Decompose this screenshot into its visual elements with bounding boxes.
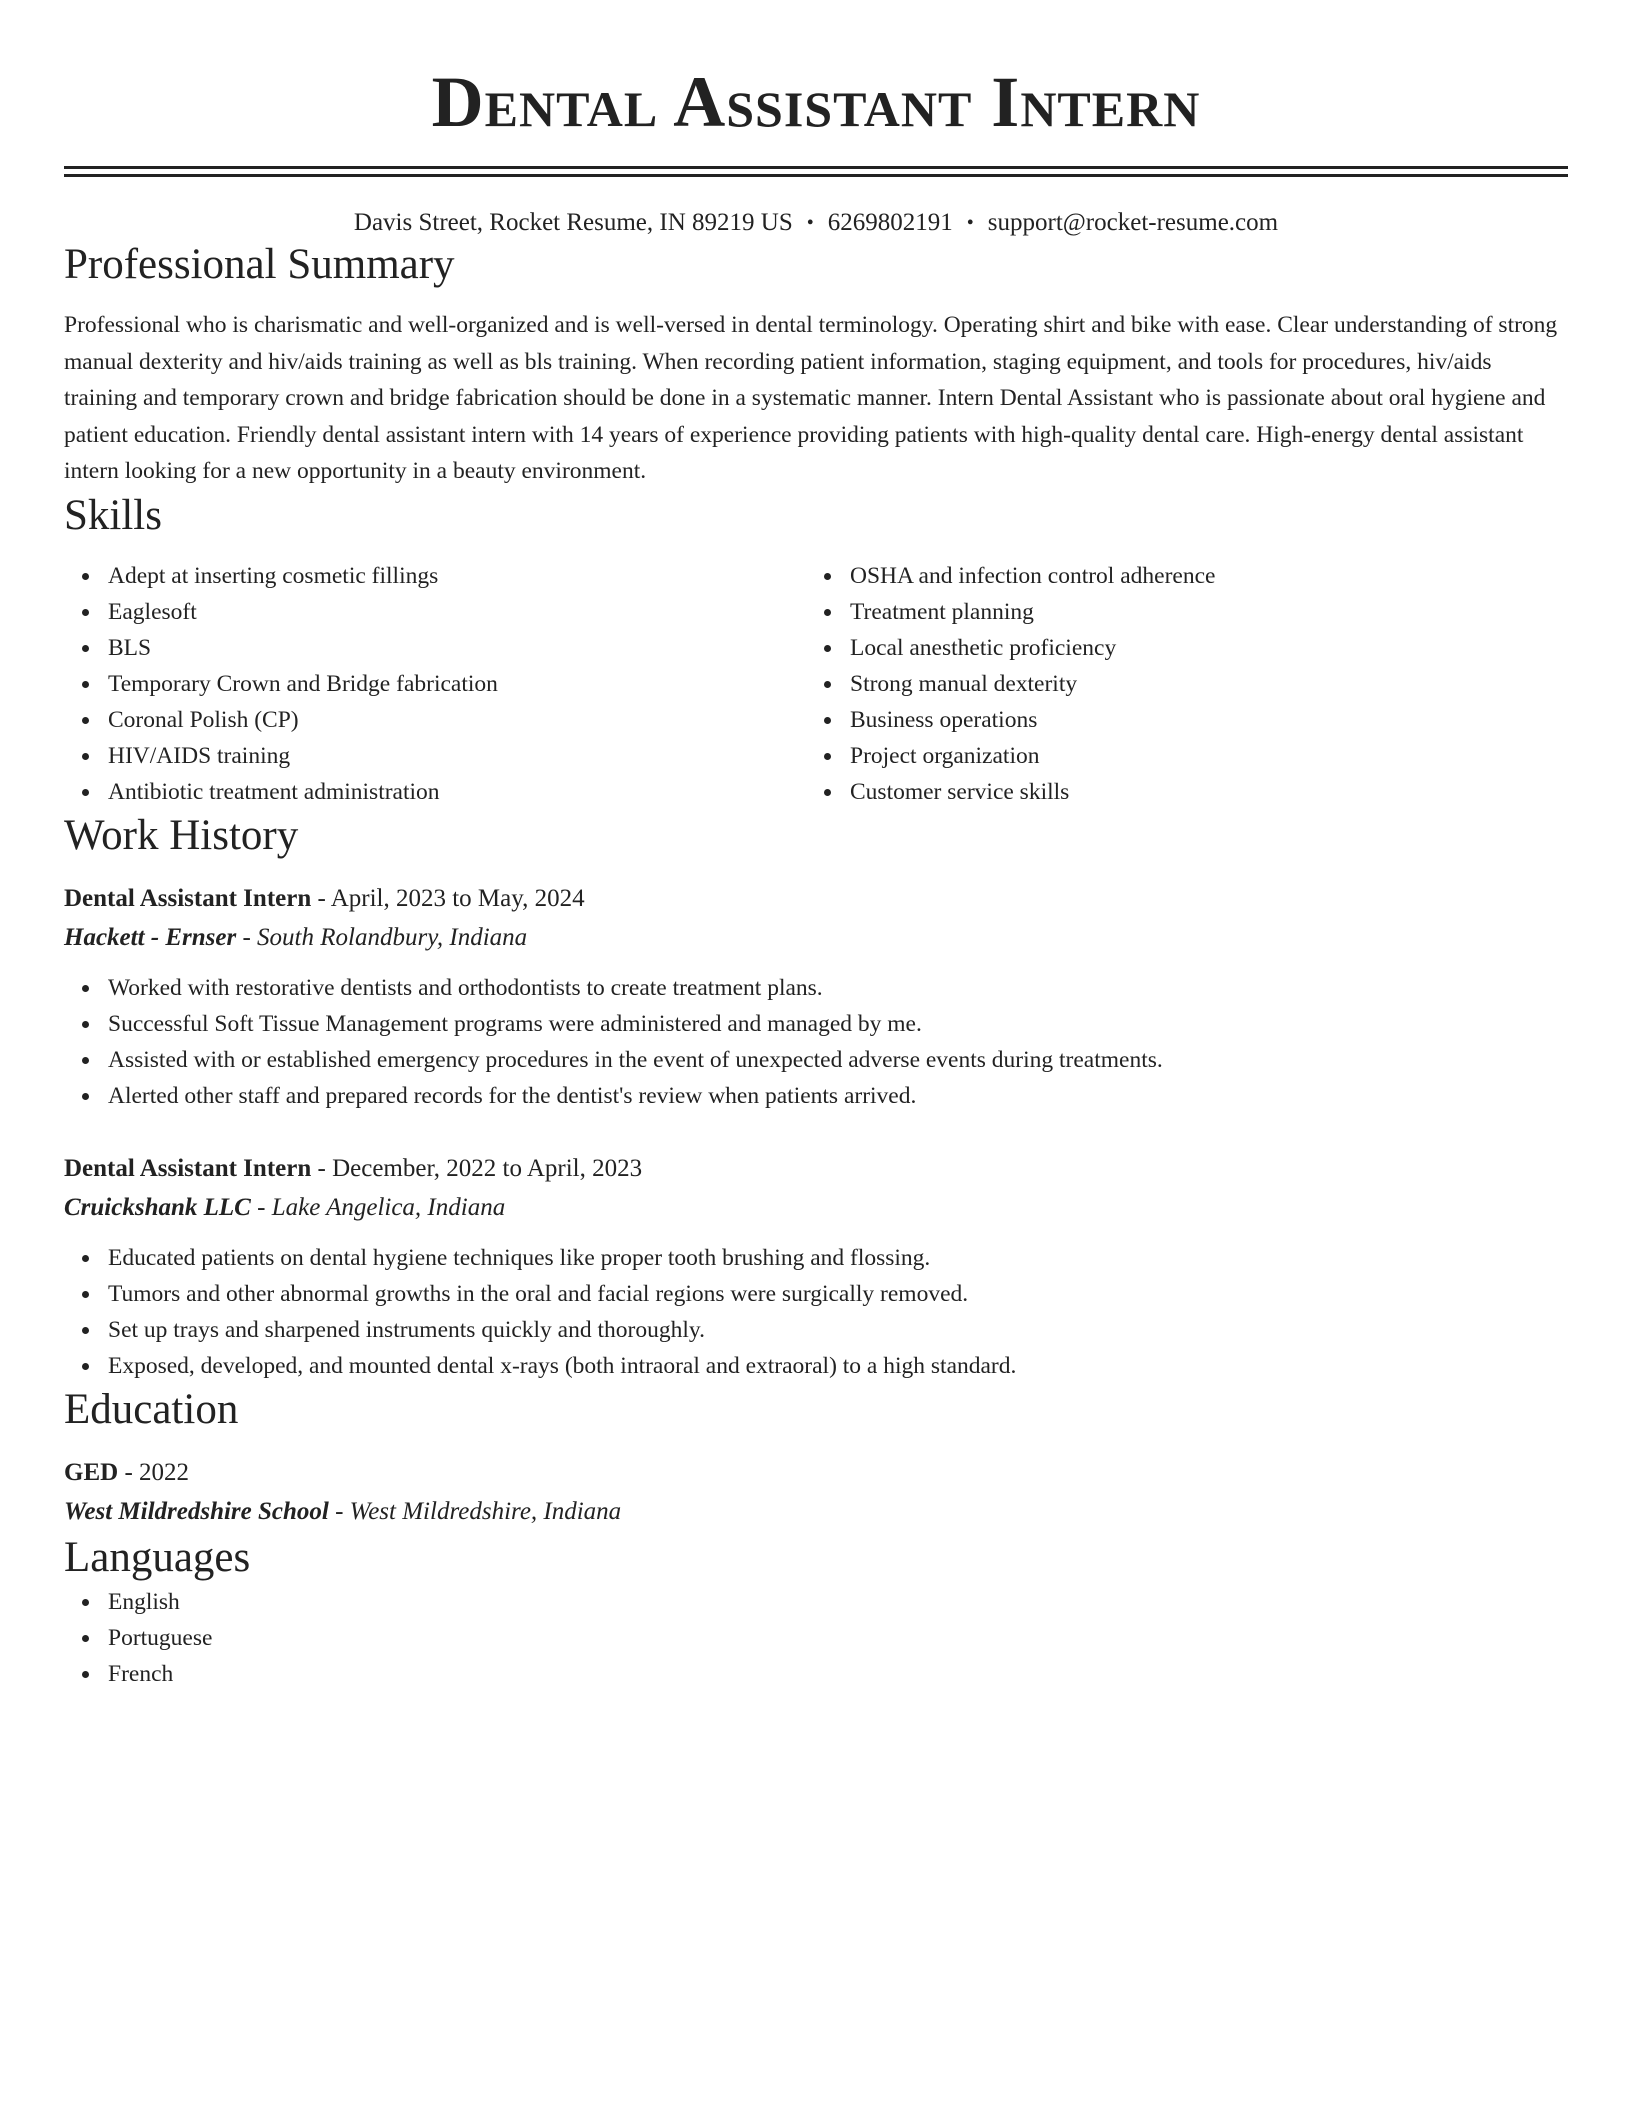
job-duties <box>64 970 1568 1114</box>
contact-address: Davis Street, Rocket Resume, IN 89219 US <box>353 209 793 236</box>
education-entry <box>64 1454 1568 1532</box>
job-duty-item: Set up trays and sharpened instruments quickly and thoroughly. <box>108 1312 1568 1348</box>
education-school: West Mildredshire School <box>64 1497 329 1525</box>
job-duty-item: Educated patients on dental hygiene techniques like proper tooth brushing and flossing. <box>108 1240 1568 1276</box>
job-duty-item: Successful Soft Tissue Management programs were administered and managed by me. <box>108 1006 1568 1042</box>
education-school-line <box>64 1492 1568 1532</box>
job-duty-item: Alerted other staff and prepared records for the dentist's review when patients arrived. <box>108 1078 1568 1114</box>
language-item: French <box>108 1656 1568 1692</box>
job-company: Hackett - Ernser <box>64 923 237 951</box>
dash: - <box>328 1497 350 1525</box>
skills-heading: Skills <box>64 491 162 539</box>
contact-separator: • <box>806 212 814 234</box>
skill-item: Treatment planning <box>850 594 1548 630</box>
skill-item: Customer service skills <box>850 774 1548 810</box>
dash: - <box>311 1154 333 1182</box>
job-company: Cruickshank LLC <box>64 1193 251 1221</box>
education-location: West Mildredshire, Indiana <box>349 1497 622 1525</box>
job-header <box>64 1150 1568 1188</box>
job-dates: April, 2023 to May, 2024 <box>330 884 585 912</box>
skill-item: BLS <box>108 630 806 666</box>
job-location: Lake Angelica, Indiana <box>271 1193 506 1221</box>
job-duty-item: Assisted with or established emergency procedures in the event of unexpected adverse events during treatments. <box>108 1042 1568 1078</box>
resume-title: Dental Assistant Intern <box>431 62 1201 142</box>
skill-item: Antibiotic treatment administration <box>108 774 806 810</box>
dash: - <box>118 1458 140 1486</box>
dash: - <box>236 923 258 951</box>
summary-heading: Professional Summary <box>64 241 455 288</box>
skill-item: Business operations <box>850 702 1548 738</box>
job-employer <box>64 918 1568 958</box>
dash: - <box>311 884 331 912</box>
skills-list-left <box>64 558 806 810</box>
skill-item: HIV/AIDS training <box>108 738 806 774</box>
job-duty-item: Exposed, developed, and mounted dental x-rays (both intraoral and extraoral) to a high standard. <box>108 1348 1568 1384</box>
job-duty-item: Tumors and other abnormal growths in the oral and facial regions were surgically removed. <box>108 1276 1568 1312</box>
contact-phone: 6269802191 <box>827 209 953 236</box>
languages-heading: Languages <box>64 1533 251 1581</box>
dash: - <box>250 1193 272 1221</box>
education-header <box>64 1454 1568 1492</box>
job-duties <box>64 1240 1568 1384</box>
job-duty-item: Worked with restorative dentists and orthodontists to create treatment plans. <box>108 970 1568 1006</box>
contact-line <box>64 207 1568 239</box>
title-divider <box>64 166 1568 177</box>
job-dates: December, 2022 to April, 2023 <box>332 1154 643 1182</box>
skills-list-right <box>806 558 1548 810</box>
job-employer <box>64 1188 1568 1228</box>
job-location: South Rolandbury, Indiana <box>257 923 528 951</box>
job-title: Dental Assistant Intern <box>64 884 312 912</box>
skill-item: Coronal Polish (CP) <box>108 702 806 738</box>
skill-item: Adept at inserting cosmetic fillings <box>108 558 806 594</box>
contact-email[interactable]: support@rocket-resume.com <box>987 209 1279 236</box>
skill-item: OSHA and infection control adherence <box>850 558 1548 594</box>
skill-item: Temporary Crown and Bridge fabrication <box>108 666 806 702</box>
skill-item: Eaglesoft <box>108 594 806 630</box>
education-year: 2022 <box>139 1458 190 1486</box>
job-title: Dental Assistant Intern <box>64 1154 312 1182</box>
languages-list <box>64 1584 1568 1692</box>
education-degree: GED <box>64 1458 119 1486</box>
job-entry <box>64 880 1568 1114</box>
job-entry <box>64 1150 1568 1384</box>
job-header <box>64 880 1568 918</box>
language-item: Portuguese <box>108 1620 1568 1656</box>
contact-separator: • <box>966 212 974 234</box>
language-item: English <box>108 1584 1568 1620</box>
resume-page <box>64 0 1568 1692</box>
skill-item: Strong manual dexterity <box>850 666 1548 702</box>
summary-text: Professional who is charismatic and well-organized and is well-versed in dental terminology. Operating shirt and bike with ease. Clear understanding of strong manual dexterity and hiv/aids training as well as bls training. When recording patient information, staging equipment, and tools for procedures, hiv/aids training and temporary crown and bridge fabrication should be done in a systematic manner. Intern Dental Assistant who is passionate about oral hygiene and patient education. Friendly dental assistant intern with 14 years of experience providing patients with high-quality dental care. High-energy dental assistant intern looking for a new opportunity in a beauty environment. <box>64 312 1558 484</box>
work-history-heading: Work History <box>64 811 299 859</box>
skill-item: Local anesthetic proficiency <box>850 630 1548 666</box>
skills-columns <box>64 558 1568 810</box>
skill-item: Project organization <box>850 738 1548 774</box>
education-heading: Education <box>64 1385 239 1433</box>
